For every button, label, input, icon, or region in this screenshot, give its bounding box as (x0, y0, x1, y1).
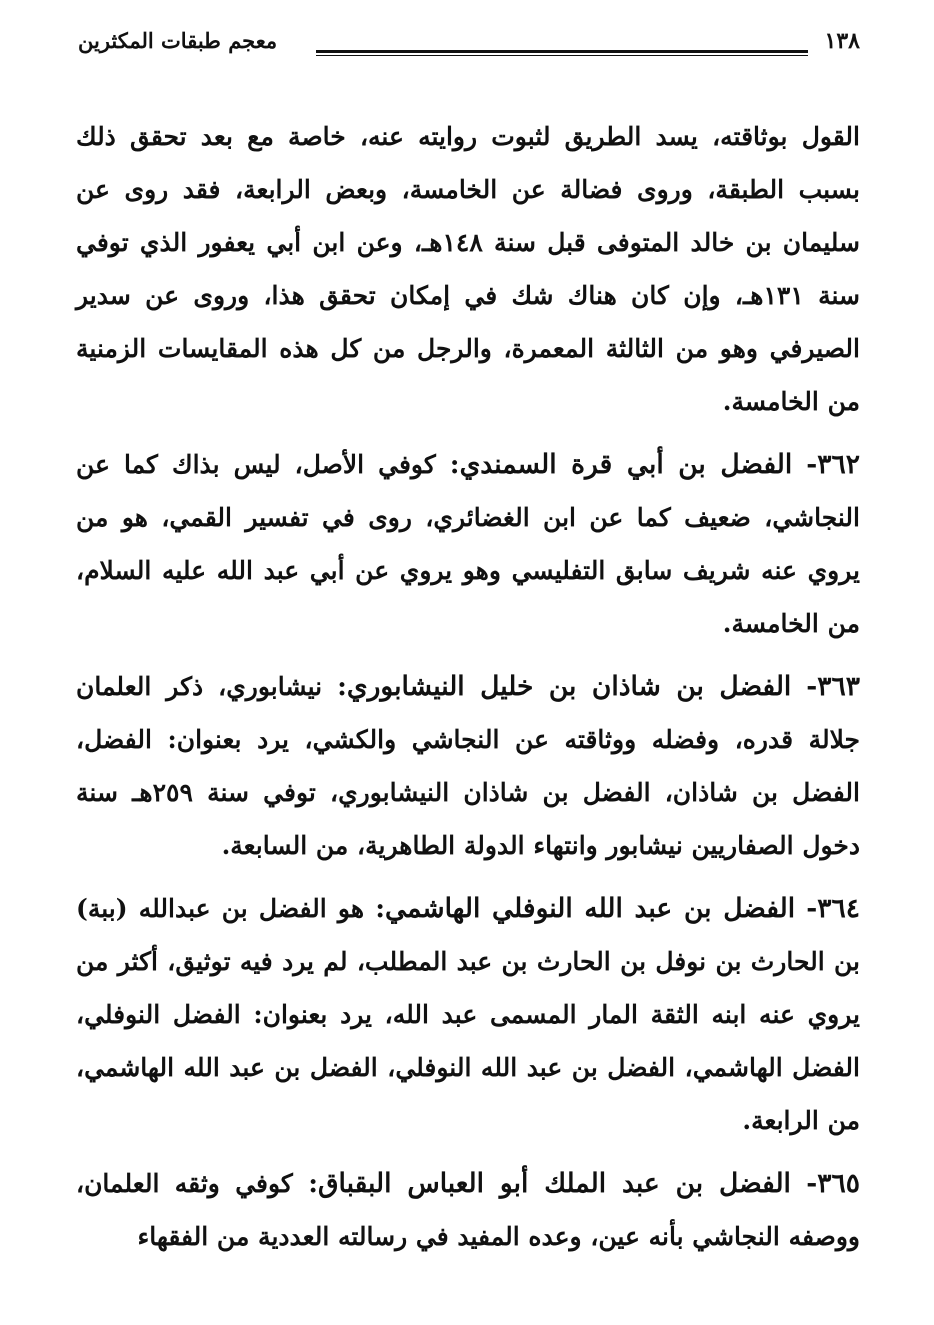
entry-heading: الفضل بن أبي قرة السمندي: (449, 449, 793, 480)
entry-heading: الفضل بن عبد الله النوفلي الهاشمي: (375, 893, 796, 924)
paragraph-tail: الخامسة. (722, 387, 819, 416)
entry-heading: الفضل بن شاذان بن خليل النيشابوري: (337, 671, 792, 702)
entry-tail: الرابعة. (742, 1106, 819, 1135)
entry-number: ٣٦٣- (806, 671, 860, 702)
entry-363 (76, 660, 860, 872)
entry-heading: الفضل بن عبد الملك أبو العباس البقباق: (308, 1168, 791, 1199)
paragraph-continuation (76, 110, 860, 428)
entry-tail: الخامسة. (722, 609, 819, 638)
entry-364 (76, 882, 860, 1147)
entry-365 (76, 1157, 860, 1263)
entry-tail: السابعة. (221, 831, 308, 860)
paragraph-text: القول بوثاقته، يسد الطريق لثبوت روايته عنه، خاصة مع بعد تحقق ذلك بسبب الطبقة، وروى فضالة عن الخامسة، وبعض الرابعة، فقد روى عن سليمان بن خالد المتوفى قبل سنة ١٤٨هـ، وعن ابن أبي يعفور الذي توفي سنة ١٣١هـ، وإن كان هناك شك في إمكان تحقق هذا، وروى عن سدير الصيرفي وهو من الثالثة المعمرة، والرجل من كل هذه المقايسات الزمنية من (76, 122, 860, 416)
running-title: معجم طبقات المكثرين (78, 28, 278, 53)
entry-362 (76, 438, 860, 650)
entry-number: ٣٦٤- (806, 893, 860, 924)
entry-number: ٣٦٥- (806, 1168, 860, 1199)
header-rule (316, 50, 808, 56)
entry-text: نيشابوري، ذكر العلمان جلالة قدره، وفضله ووثاقته عن النجاشي والكشي، يرد بعنوان: الفضل، الفضل بن شاذان، الفضل بن شاذان النيشابوري، توفي سنة ٢٥٩هـ سنة دخول الصفاريين نيشابور وانتهاء الدولة الطاهرية، من (76, 672, 860, 860)
entry-text: كوفي وثقه العلمان، ووصفه النجاشي بأنه عين، وعده المفيد في رسالته العددية من الفقهاء (76, 1169, 860, 1251)
page-header (78, 18, 860, 66)
entry-text: هو الفضل بن عبدالله (ببة) بن الحارث بن نوفل بن الحارث بن عبد المطلب، لم يرد فيه توثيق، أكثر من يروي عنه ابنه الثقة المار المسمى عبد الله، يرد بعنوان: الفضل النوفلي، الفضل الهاشمي، الفضل بن عبد الله النوفلي، الفضل بن عبد الله الهاشمي، من (76, 894, 860, 1135)
page-body (76, 110, 860, 1273)
page-number: ١٣٨ (824, 28, 860, 54)
entry-number: ٣٦٢- (806, 449, 860, 480)
entry-text: كوفي الأصل، ليس بذاك كما عن النجاشي، ضعيف كما عن ابن الغضائري، روى في تفسير القمي، هو من يروي عنه شريف سابق التفليسي وهو يروي عن أبي عبد الله عليه السلام، من (76, 450, 860, 638)
